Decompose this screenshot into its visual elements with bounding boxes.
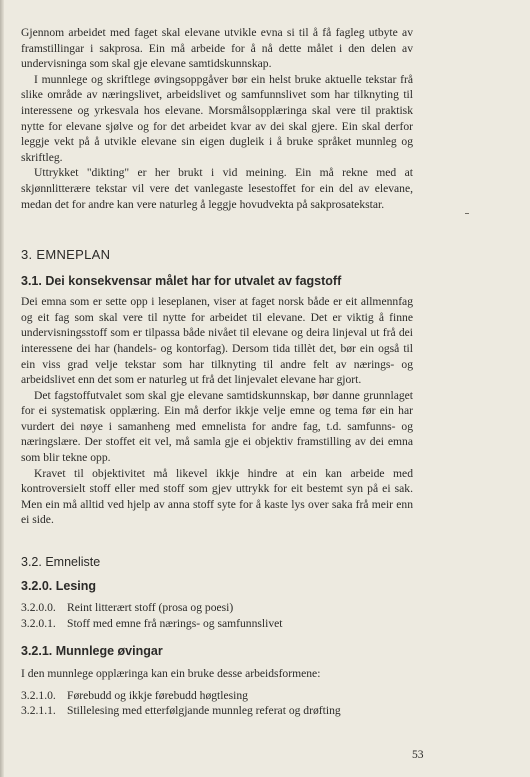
section-3-2-heading: 3.2. Emneliste <box>21 555 101 570</box>
section-3-1-paragraph-3: Kravet til objektivitet må likevel ikkje hindre at ein kan arbeide med kontroversielt stoff eller med stoff som gjev uttrykk for eit bestemt syn på ei sak. Men ein må alltid ved hjelp av anna stoff syte for å kaste lys over saka frå meir enn ei side. <box>21 466 413 527</box>
list-item-text: Stillelesing med etterfølgjande munnleg referat og drøfting <box>67 704 341 718</box>
section-3-2-0-heading: 3.2.0. Lesing <box>21 579 97 594</box>
list-item-number: 3.2.0.0. <box>21 601 56 615</box>
list-item <box>21 703 413 719</box>
list-item <box>21 600 413 616</box>
section-3-2-1-heading: 3.2.1. Munnlege øvingar <box>21 644 163 659</box>
margin-mark <box>465 213 469 214</box>
list-item-text: Reint litterært stoff (prosa og poesi) <box>67 601 234 615</box>
section-3-1-paragraph-1: Dei emna som er sette opp i leseplanen, viser at faget norsk både er eit allmennfag og eit fag som skal vere til nytte for arbeidet til elevane. Det er viktig å finne undervisningsstoff som er tilpassa både nivået til elevane og deira linjeval ut frå dei interessene dei har (handels- og kontorfag). Dersom tida tillèt det, bør ein også til ein viss grad velje tekstar som har tilknyting til andre felt av nærings- og arbeidslivet enn det som er naturleg ut frå det linjevalet elevane har gjort. <box>21 295 413 387</box>
list-item-text: Stoff med emne frå nærings- og samfunnslivet <box>67 616 283 630</box>
intro-paragraph-3: Uttrykket "dikting" er her brukt i vid meining. Ein må rekne med at skjønnlitterære tekstar vil vere det vanlegaste lesestoffet for ein del av elevane, medan det for andre kan vere naturleg å leggje hovudvekta på sakprosatekstar. <box>21 166 413 211</box>
list-item <box>21 616 413 632</box>
list-item <box>21 688 413 704</box>
list-item-text: Førebudd og ikkje førebudd høgtlesing <box>67 688 248 702</box>
section-3-2-1-paragraph: I den munnlege opplæringa kan ein bruke desse arbeidsformene: <box>21 667 321 681</box>
section-3-1-heading: 3.1. Dei konsekvensar målet har for utvalet av fagstoff <box>21 274 342 289</box>
page-binding-edge <box>0 0 4 777</box>
list-item-number: 3.2.1.0. <box>21 688 56 702</box>
list-item-number: 3.2.0.1. <box>21 616 56 630</box>
intro-paragraph-1: Gjennom arbeidet med faget skal elevane utvikle evna si til å få fagleg utbyte av framstillingar i sakprosa. Ein må arbeide for å nå dette målet i den delen av undervisninga som skal gje elevane samtidskunnskap. <box>21 26 413 71</box>
section-3-1-paragraph-2: Det fagstoffutvalet som skal gje elevane samtidskunnskap, bør danne grunnlaget for ei systematisk opplæring. Ein må derfor ikkje velje emne og tema før ein har vurdert dei nøye i samanheng med emnelista for andre fag, t.d. samfunns- og næringslære. Der stoffet eit vel, må samla gje ei objektiv framstilling av dei emna som blir tekne opp. <box>21 388 413 465</box>
intro-paragraph-2: I munnlege og skriftlege øvingsoppgåver bør ein helst bruke aktuelle tekstar frå slike område av næringslivet, arbeidslivet og samfunnslivet som har tilknyting til interessene og yrkesvala hos elevane. Morsmålsopplæringa skal vere til praktisk nytte for elevane sjølve og for det arbeidet kvar av dei skal gjere. Ein skal derfor leggje vekt på å utvikle elevane sin eigen dugleik i å bruke språket munnleg og skriftleg. <box>21 72 413 164</box>
page-content <box>21 25 413 719</box>
page-number: 53 <box>412 748 424 761</box>
section-3-heading: 3. EMNEPLAN <box>21 247 111 263</box>
list-item-number: 3.2.1.1. <box>21 704 56 718</box>
